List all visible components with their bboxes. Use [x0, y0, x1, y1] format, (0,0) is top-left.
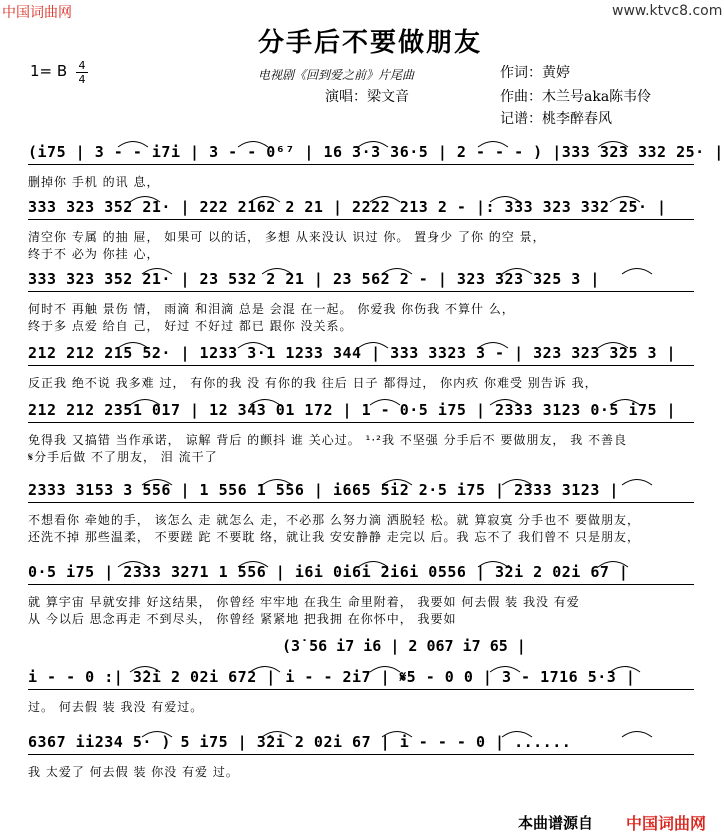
lyric-line: 从 今以后 思念再走 不到尽头， 你曾经 紧紧地 把我拥 在你怀中， 我要如 — [28, 612, 457, 626]
key-signature: 1= B — [30, 62, 68, 80]
lyric-line: 我 太爱了 何去假 装 你没 有爱 过。 — [28, 765, 239, 779]
watermark-right: www.ktvc8.com — [612, 3, 723, 19]
lyric-line: 删掉你 手机 的讯 息， — [28, 175, 160, 189]
beam-line — [28, 754, 694, 755]
time-signature: 4 4 — [76, 60, 88, 85]
beam-line — [28, 422, 694, 423]
footer-source: 本曲谱源自 — [518, 814, 594, 832]
notation-text: 2333 3153 3 556 | 1 556 1 556 | i665 5i2 2·5 i75 | 2333 3123 | — [28, 481, 619, 499]
notation-text: 6367 ii234 5· ) 5 i75 | 3̇2i 2 02i 67 | i - - - 0 | ...... — [28, 733, 572, 751]
lyric-line: 𝄋分手后做 不了朋友， 泪 流干了 — [28, 450, 218, 464]
beam-line — [28, 584, 694, 585]
footer-site: 中国词曲网 — [626, 814, 707, 833]
singer-credit: 演唱：梁文音 — [325, 89, 409, 105]
lyric-line: 过。 何去假 装 我没 有爱过。 — [28, 700, 204, 714]
lyric-line: 终于多 点爱 给自 己， 好过 不好过 都已 跟你 没关系。 — [28, 319, 353, 333]
subtitle: 电视剧《回到爱之前》片尾曲 — [258, 68, 415, 82]
lyric-line: 免得我 又搞错 当作承诺， 谅解 背后 的颤抖 谁 关心过。 ¹·²我 不坚强 分手后不 要做朋友， 我 不善良 — [28, 433, 628, 447]
notation-text: 0·5 i75 | 2333 3271 1 556 | i6i 0i6i 2i6i 0556 | 3̇2i 2 02i 67 | — [28, 563, 629, 581]
notation-text: 212 212 215 52· | 1233 3·1 1233 344 | 333 3323 3 - | 323 323 325 3 | — [28, 344, 677, 362]
lyric-line: 就 算宇宙 早就安排 好这结果， 你曾经 牢牢地 在我生 命里附着， 我要如 何去假 装 我没 有爱 — [28, 595, 580, 609]
beam-line — [28, 219, 694, 220]
notation-text: i - - 0 :| 3̇2i 2 02i 672 | i - - 2i7 | 𝄋5 - 0 0 | 3 - 1716 5·3 | — [28, 668, 636, 686]
intro-bracket: (3̇ 56 i7 i6 | 2 067 i7 65 | — [282, 637, 526, 655]
lyric-line: 何时不 再触 景伤 情， 雨滴 和泪滴 总是 会混 在一起。 你爱我 你伤我 不算什 么， — [28, 302, 515, 316]
lyric-line: 终于不 必为 你挂 心， — [28, 247, 160, 261]
transcriber-credit: 记谱：桃李醉春风 — [500, 111, 612, 127]
notation-text: 333 323 352 21· | 23 532 2 21 | 23 562 2 - | 323 323 325 3 | — [28, 270, 600, 288]
notation-text: (i75 | 3 - - i7i | 3 - - 0⁶⁷ | 16 3·3 36·5 | 2 - - - ) |333 323 332 25· | — [28, 143, 724, 161]
beam-line — [28, 502, 694, 503]
lyric-line: 还洗不掉 那些温柔， 不要蹉 跎 不要耽 络，就让我 安安静静 走完以 后。我 忘不了 我们曾不 只是朋友， — [28, 530, 640, 544]
beam-line — [28, 164, 694, 165]
composer-credit: 作曲：木兰号aka陈韦伶 — [500, 89, 652, 105]
lyric-line: 反正我 绝不说 我多难 过， 有你的我 没 有你的我 往后 日子 都得过， 你内疚 你难受 别告诉 我， — [28, 376, 598, 390]
lyricist-credit: 作词：黄婷 — [500, 65, 570, 81]
beam-line — [28, 689, 694, 690]
lyric-line: 不想看你 牵她的手， 该怎么 走 就怎么 走，不必那 么努力滴 洒脱轻 松。就 算寂寞 分手也不 要做朋友， — [28, 513, 640, 527]
notation-text: 212 212 2351 017 | 12 343 01 172 | 1 - 0·5 i75 | 2333 3123 0·5 i75 | — [28, 401, 677, 419]
lyric-line: 清空你 专属 的抽 屉， 如果可 以的话， 多想 从来没认 识过 你。 置身少 了你 的空 景， — [28, 230, 546, 244]
song-title: 分手后不要做朋友 — [258, 28, 483, 58]
beam-line — [28, 291, 694, 292]
notation-text: 333 323 352 21· | 222 2162 2 21 | 2222 213 2 - |: 333 323 332 25· | — [28, 198, 667, 216]
beam-line — [28, 365, 694, 366]
watermark-left: 中国词曲网 — [2, 5, 72, 21]
